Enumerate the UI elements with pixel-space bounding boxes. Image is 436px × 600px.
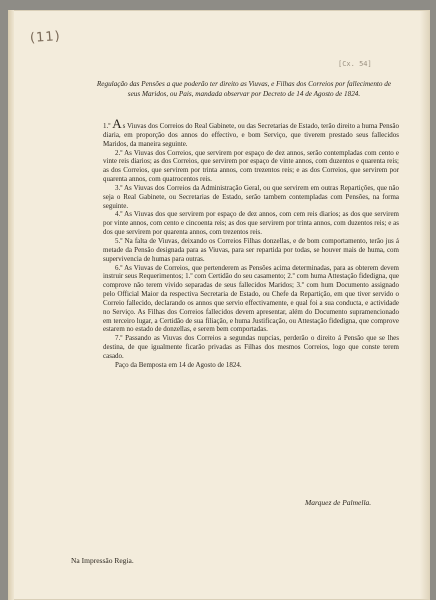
imprint: Na Impressão Regia. — [71, 556, 134, 565]
paragraph-5: 5.º Na falta de Viuvas, deixando os Correios Filhas donzellas, e de bom comportamento, terão jus á metade da Pensão designada para as Viuvas, para ser repartida por todas, se houver mais de huma, com supervivencia de humas para outras. — [103, 236, 399, 263]
paragraph-4: 4.º As Viuvas dos que servirem por espaço de dez annos, com cem reis diarios; as dos que servirem por vinte annos, com cento e cincoenta reis; as dos que servirem por trinta annos, com duzentos reis; e as dos que servirem por quarenta annos, com trezentos reis. — [103, 210, 399, 237]
paragraph-2: 2.º As Viuvas dos Correios, que servirem por espaço de dez annos, serão contempladas com cento e vinte reis diarios; as dos Correios, que servirem por espaço de vinte annos, com duzentos e quarenta reis; as dos Correios, que servirem por trinta annos, com trezentos reis; e as dos Correios, que servirem por quarenta annos, com quatrocentos reis. — [103, 148, 399, 184]
paragraph-3: 3.º As Viuvas dos Correios da Administração Geral, ou que servirem em outras Repartições, que não seja o Real Gabinete, ou Secretarias de Estado, serão tambem contempladas com Pensões, na forma seguinte. — [103, 183, 399, 210]
handwritten-mark: (11) — [29, 28, 62, 47]
binding-edge — [8, 10, 14, 600]
paragraph-7: 7.º Passando as Viuvas dos Correios a segundas nupcias, perderão o direito á Pensão que se lhes destina, de que igualmente ficarão privadas as Filhas dos mesmos Correios, logo que conste terem casado. — [103, 334, 399, 360]
paragraph-1-text: s Viuvas dos Correios do Real Gabinete, ou das Secretarias de Estado, terão direito a huma Pensão diaria, em proporção dos annos do effectivo, e bom Serviço, que tiverem prestado seus fallecidos Maridos, da maneira seguinte. — [103, 122, 399, 148]
paragraph-1: 1.º As Viuvas dos Correios do Real Gabinete, ou das Secretarias de Estado, terão direito a huma Pensão diaria, em proporção dos annos do effectivo, e bom Serviço, que tiverem prestado seus fallecidos Maridos, da maneira seguinte. — [103, 116, 399, 148]
document-body — [103, 116, 399, 370]
page-edge-shadow — [420, 10, 430, 600]
document-title: Regulação das Pensões a que poderão ter direito as Viuvas, e Filhas dos Correios por fallecimento de seus Maridos, ou Pais, mandada observar por Decreto de 14 de Agosto de 1824. — [96, 80, 392, 98]
signature: Marquez de Palmella. — [305, 498, 372, 507]
paragraph-6: 6.º As Viuvas de Correios, que pertenderem as Pensões acima determinadas, para as obterem devem instruir seus Requerimentos; 1.º com Certidão do seu casamento; 2.º com huma Attestação fidedigna, que comprove não terem vivido separadas de seus fallecidos Maridos; 3.º com hum Documento assignado pelo Official Maior da respectiva Secretaria de Estado, ou Chefe da Repartição, em que tiver servido o Correio fallecido, declarando os annos que servio effectivamente, e qual foi a sua conducta, e actividade no Serviço. As Filhas dos Correios fallecidos devem apresentar, além do Documento supramencionado em terceiro lugar, a Certidão de sua filiação, e huma Justificação, ou Attestação fidedigna, que comprove estarem no estado de donzellas, e serem bem comportadas. — [103, 263, 399, 334]
date-line: Paço da Bemposta em 14 de Agosto de 1824. — [115, 360, 242, 369]
document-page — [8, 10, 430, 600]
drop-cap: A — [112, 116, 123, 131]
catalog-mark: [Cx. 54] — [338, 60, 372, 68]
